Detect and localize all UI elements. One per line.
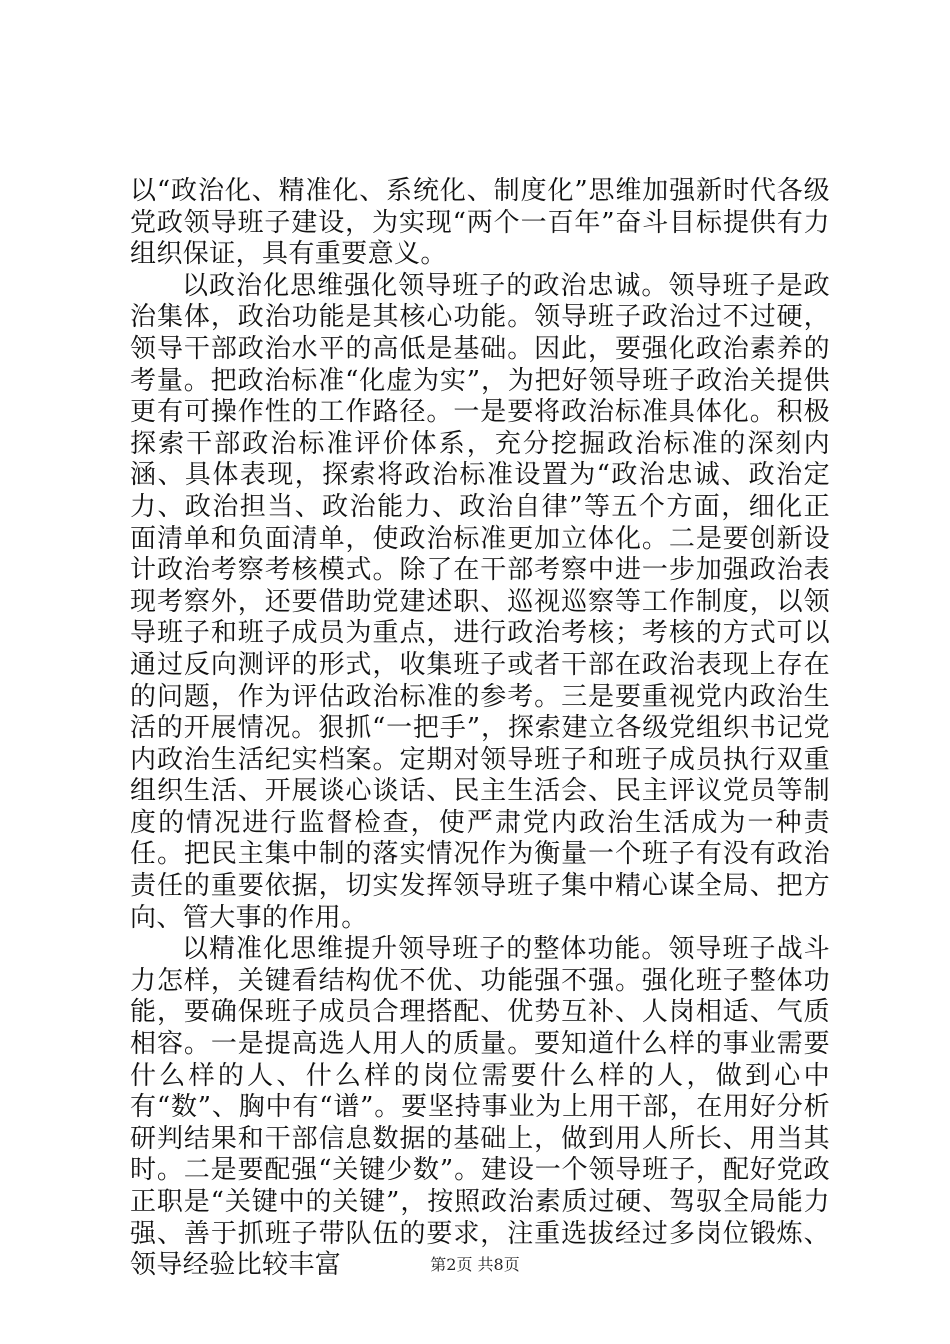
paragraph-precision: 以精准化思维提升领导班子的整体功能。领导班子战斗力怎样，关键看结构优不优、功能强不强。强化班子整体功能，要确保班子成员合理搭配、优势互补、人岗相适、气质相容。一是提高选人用人的质量。要知道什么样的事业需要什么样的人、什么样的岗位需要什么样的人，做到心中有“数”、胸中有“谱”。要坚持事业为上用干部，在用好分析研判结果和干部信息数据的基础上，做到用人所长、用当其时。二是要配强“关键少数”。建设一个领导班子，配好党政正职是“关键中的关键”，按照政治素质过硬、驾驭全局能力强、善于抓班子带队伍的要求，注重选拔经过多岗位锻炼、领导经验比较丰富 bbox=[130, 934, 830, 1281]
paragraph-intro: 以“政治化、精准化、系统化、制度化”思维加强新时代各级党政领导班子建设，为实现“两个一百年”奋斗目标提供有力组织保证，具有重要意义。 bbox=[130, 176, 830, 270]
document-body bbox=[130, 176, 830, 1282]
paragraph-political: 以政治化思维强化领导班子的政治忠诚。领导班子是政治集体，政治功能是其核心功能。领导班子政治过不过硬，领导干部政治水平的高低是基础。因此，要强化政治素养的考量。把政治标准“化虚为实”，为把好领导班子政治关提供更有可操作性的工作路径。一是要将政治标准具体化。积极探索干部政治标准评价体系，充分挖掘政治标准的深刻内涵、具体表现，探索将政治标准设置为“政治忠诚、政治定力、政治担当、政治能力、政治自律”等五个方面，细化正面清单和负面清单，使政治标准更加立体化。二是要创新设计政治考察考核模式。除了在干部考察中进一步加强政治表现考察外，还要借助党建述职、巡视巡察等工作制度，以领导班子和班子成员为重点，进行政治考核；考核的方式可以通过反向测评的形式，收集班子或者干部在政治表现上存在的问题，作为评估政治标准的参考。三是要重视党内政治生活的开展情况。狠抓“一把手”，探索建立各级党组织书记党内政治生活纪实档案。定期对领导班子和班子成员执行双重组织生活、开展谈心谈话、民主生活会、民主评议党员等制度的情况进行监督检查，使严肃党内政治生活成为一种责任。把民主集中制的落实情况作为衡量一个班子有没有政治责任的重要依据，切实发挥领导班子集中精心谋全局、把方向、管大事的作用。 bbox=[130, 270, 830, 933]
page-number: 第2页 共8页 bbox=[430, 1255, 520, 1274]
